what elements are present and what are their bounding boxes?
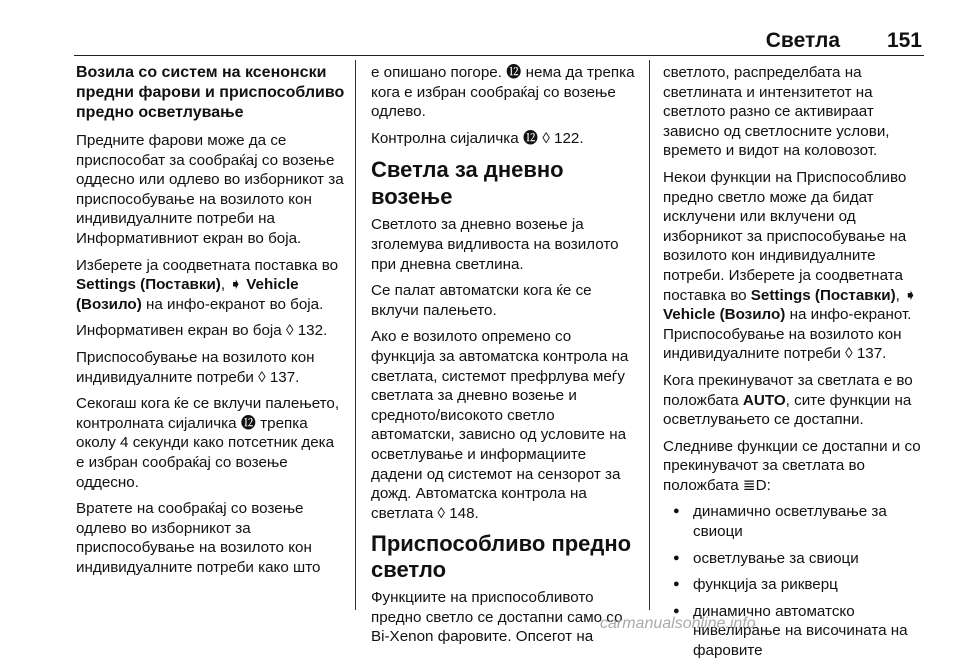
paragraph: светлото, распределбата на светлината и интензитетот на светлото разно се активираат зависно од светлосните услови, времето и видот на коловозот. — [663, 64, 890, 160]
text: на инфо-екранот во боја. — [141, 295, 324, 313]
paragraph: Предните фарови може да се приспособат за сообраќај со возење оддесно или одлево во изборникот за приспособување на возилото кон индивидуалните потреби на Информативниот екран во боја. — [76, 132, 344, 247]
paragraph: Следниве функции се достапни и со прекинувачот за светлата во положбата ≣D: — [663, 437, 921, 494]
section-heading-daytime-running-lights: Светла за дневно возење — [371, 157, 564, 210]
text: Изберете ја соодветната поставка во — [76, 256, 339, 274]
paragraph: Секогаш кога ќе се вклучи палењето, контролната сијаличка ⓬ трепка околу 4 секунди како потсетник дека е избран сообраќај со возење оддесно. — [76, 395, 340, 491]
section-heading-adaptive-forward-lighting: Приспособливо предно светло — [371, 531, 632, 583]
settings-menu-label: Settings (Поставки) — [76, 276, 221, 294]
paragraph: Функциите на приспособливото предно светло се достапни само со Bi-Xenon фаровите. Опсегот на — [371, 589, 623, 646]
paragraph: е опишано погоре. ⓬ нема да трепка кога е избран сообраќај со возење одлево. — [371, 64, 635, 121]
cross-reference: Контролна сијаличка ⓬ ◊ 122. — [371, 129, 584, 147]
paragraph: Се палат автоматски кога ќе се вклучи палењето. — [371, 282, 592, 319]
text: , сите функции на осветлувањето се достапни. — [663, 391, 912, 429]
paragraph — [663, 168, 928, 364]
vehicle-menu-label: Vehicle (Возило) — [663, 306, 786, 324]
auto-position-label: AUTO — [742, 391, 786, 409]
column-divider-2 — [649, 60, 650, 610]
list-item: ● осветлување за свиоци — [663, 549, 928, 569]
feature-list — [663, 502, 928, 660]
text: на инфо-екранот. Приспособување на возилото кон индивидуалните потреби ◊ 137. — [663, 306, 912, 363]
header-rule — [74, 55, 924, 56]
text: Кога прекинувачот за светлата е во положбата — [663, 371, 913, 409]
column-1 — [76, 63, 346, 584]
list-item: ● функција за рикверц — [663, 575, 928, 595]
arrow-icon: ➧ — [229, 276, 247, 294]
vehicle-menu-label: Vehicle (Возило) — [76, 276, 299, 313]
list-item: ● динамично осветлување за свиоци — [663, 502, 928, 541]
arrow-icon: , ➧ — [895, 286, 917, 304]
list-item: ● динамично автоматско нивелирање на височината на фаровите — [663, 602, 928, 661]
cross-reference: Приспособување на возилото кон индивидуалните потреби ◊ 137. — [76, 348, 315, 386]
paragraph — [663, 371, 928, 430]
column-3 — [663, 63, 928, 668]
page-header-title: Светла — [765, 29, 840, 52]
watermark: carmanualsonline.info — [600, 615, 756, 632]
page-number: 151 — [886, 29, 922, 52]
paragraph: Изберете ја соодветната поставка во Settings (Поставки), ➧ Vehicle (Возило) на инфо-екранот во боја. — [76, 256, 339, 313]
paragraph: Светлото за дневно возење ја зголемува видливоста на возилото при дневна светлина. — [371, 216, 619, 273]
paragraph: Вратете на сообраќај со возење одлево во изборникот за приспособување на возилото кон индивидуалните потреби како што — [76, 500, 321, 576]
section-heading-xenon: Возила со систем на ксенонски предни фарови и приспособливо предно осветлување — [76, 64, 345, 121]
text: Некои функции на Приспособливо предно светло може да бидат исклучени или вклучени од изборникот за приспособување на возилото кон индивидуалните потреби. Изберете ја соодветната поставка во — [663, 168, 907, 304]
column-2 — [371, 63, 636, 654]
settings-menu-label: Settings (Поставки) — [750, 286, 896, 304]
column-divider-1 — [355, 60, 356, 610]
paragraph: Ако е возилото опремено со функција за автоматска контрола на светлата, системот префрлува меѓу светлата за дневно возење и средното/високото светло автоматски, зависно од условите на осветлување и информациите дадени од системот на сензорот за дожд. Автоматска контрола на светлата ◊ 148. — [371, 328, 629, 522]
cross-reference: Информативен екран во боја ◊ 132. — [76, 322, 328, 340]
